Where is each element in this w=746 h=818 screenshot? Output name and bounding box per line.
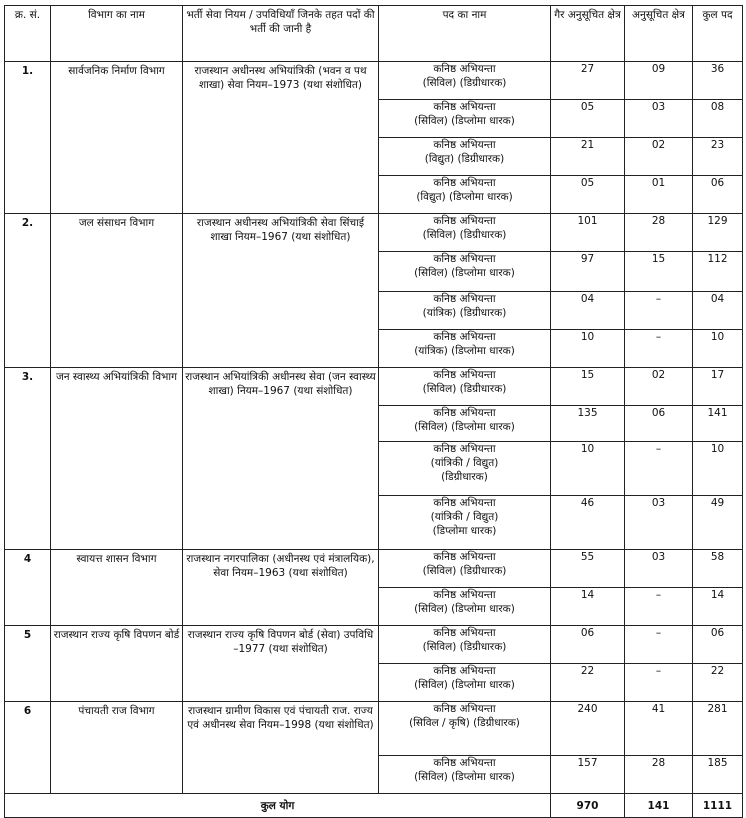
post-scheduled: 02	[625, 368, 693, 406]
post-total: 22	[693, 664, 743, 702]
post-non-scheduled: 14	[551, 588, 625, 626]
table-row	[5, 702, 743, 756]
dept-name: पंचायती राज विभाग	[51, 702, 183, 794]
post-non-scheduled: 04	[551, 292, 625, 330]
dept-serial: 6	[5, 702, 51, 794]
table-row	[5, 62, 743, 100]
post-non-scheduled: 97	[551, 252, 625, 292]
post-name: कनिष्ठ अभियन्ता (सिविल) (डिग्रीधारक)	[379, 626, 551, 664]
post-non-scheduled: 27	[551, 62, 625, 100]
post-total: 141	[693, 406, 743, 442]
post-scheduled: 15	[625, 252, 693, 292]
dept-rules: राजस्थान अभियांत्रिकी अधीनस्थ सेवा (जन स्वास्थ्य शाखा) नियम–1967 (यथा संशोधित)	[183, 368, 379, 550]
post-non-scheduled: 46	[551, 496, 625, 550]
dept-name: स्वायत्त शासन विभाग	[51, 550, 183, 626]
dept-name: जन स्वास्थ्य अभियांत्रिकी विभाग	[51, 368, 183, 550]
post-scheduled: 41	[625, 702, 693, 756]
post-scheduled: 01	[625, 176, 693, 214]
post-name: कनिष्ठ अभियन्ता (सिविल) (डिप्लोमा धारक)	[379, 100, 551, 138]
post-name: कनिष्ठ अभियन्ता (सिविल) (डिप्लोमा धारक)	[379, 756, 551, 794]
post-name: कनिष्ठ अभियन्ता (यांत्रिकी / विद्युत) (डिग्रीधारक)	[379, 442, 551, 496]
post-name: कनिष्ठ अभियन्ता (सिविल) (डिग्रीधारक)	[379, 368, 551, 406]
post-non-scheduled: 06	[551, 626, 625, 664]
dept-rules: राजस्थान अधीनस्थ अभियांत्रिकी (भवन व पथ शाखा) सेवा नियम–1973 (यथा संशोधित)	[183, 62, 379, 214]
post-non-scheduled: 15	[551, 368, 625, 406]
post-total: 129	[693, 214, 743, 252]
grand-total-non-scheduled: 970	[551, 794, 625, 818]
header-total: कुल पद	[693, 6, 743, 62]
post-scheduled: 06	[625, 406, 693, 442]
post-total: 112	[693, 252, 743, 292]
post-name: कनिष्ठ अभियन्ता (सिविल) (डिग्रीधारक)	[379, 550, 551, 588]
dept-rules: राजस्थान नगरपालिका (अधीनस्थ एवं मंत्रालयिक), सेवा नियम–1963 (यथा संशोधित)	[183, 550, 379, 626]
post-total: 10	[693, 330, 743, 368]
header-sn: क्र. सं.	[5, 6, 51, 62]
post-non-scheduled: 135	[551, 406, 625, 442]
post-non-scheduled: 05	[551, 100, 625, 138]
post-name: कनिष्ठ अभियन्ता (यांत्रिक) (डिप्लोमा धारक)	[379, 330, 551, 368]
post-total: 185	[693, 756, 743, 794]
post-scheduled: 28	[625, 756, 693, 794]
post-total: 49	[693, 496, 743, 550]
post-scheduled: 09	[625, 62, 693, 100]
dept-rules: राजस्थान राज्य कृषि विपणन बोर्ड (सेवा) उपविधि –1977 (यथा संशोधित)	[183, 626, 379, 702]
post-name: कनिष्ठ अभियन्ता (सिविल) (डिप्लोमा धारक)	[379, 588, 551, 626]
post-scheduled: 03	[625, 100, 693, 138]
post-name: कनिष्ठ अभियन्ता (सिविल / कृषि) (डिग्रीधारक)	[379, 702, 551, 756]
table-body	[5, 62, 743, 794]
post-total: 23	[693, 138, 743, 176]
grand-total-total: 1111	[693, 794, 743, 818]
dept-serial: 2.	[5, 214, 51, 368]
dept-name: जल संसाधन विभाग	[51, 214, 183, 368]
post-total: 36	[693, 62, 743, 100]
post-non-scheduled: 10	[551, 330, 625, 368]
post-total: 14	[693, 588, 743, 626]
table-row	[5, 626, 743, 664]
table-row	[5, 368, 743, 406]
dept-serial: 4	[5, 550, 51, 626]
post-scheduled: 03	[625, 496, 693, 550]
post-non-scheduled: 10	[551, 442, 625, 496]
post-non-scheduled: 101	[551, 214, 625, 252]
post-name: कनिष्ठ अभियन्ता (सिविल) (डिग्रीधारक)	[379, 214, 551, 252]
dept-serial: 5	[5, 626, 51, 702]
vacancy-table	[4, 5, 743, 818]
header-department: विभाग का नाम	[51, 6, 183, 62]
post-scheduled: –	[625, 292, 693, 330]
header-rules: भर्ती सेवा नियम / उपविधियाँ जिनके तहत पदों की भर्ती की जानी है	[183, 6, 379, 62]
post-total: 10	[693, 442, 743, 496]
post-total: 17	[693, 368, 743, 406]
header-post: पद का नाम	[379, 6, 551, 62]
post-non-scheduled: 21	[551, 138, 625, 176]
header-non-scheduled: गैर अनुसूचित क्षेत्र	[551, 6, 625, 62]
header-row	[5, 6, 743, 62]
post-scheduled: –	[625, 330, 693, 368]
grand-total-label: कुल योग	[5, 794, 551, 818]
post-total: 58	[693, 550, 743, 588]
post-name: कनिष्ठ अभियन्ता (यांत्रिक) (डिग्रीधारक)	[379, 292, 551, 330]
post-name: कनिष्ठ अभियन्ता (सिविल) (डिग्रीधारक)	[379, 62, 551, 100]
dept-serial: 3.	[5, 368, 51, 550]
dept-rules: राजस्थान अधीनस्थ अभियांत्रिकी सेवा सिंचाई शाखा नियम–1967 (यथा संशोधित)	[183, 214, 379, 368]
dept-rules: राजस्थान ग्रामीण विकास एवं पंचायती राज. राज्य एवं अधीनस्थ सेवा नियम–1998 (यथा संशोधित)	[183, 702, 379, 794]
post-name: कनिष्ठ अभियन्ता (सिविल) (डिप्लोमा धारक)	[379, 252, 551, 292]
header-scheduled: अनुसूचित क्षेत्र	[625, 6, 693, 62]
post-non-scheduled: 55	[551, 550, 625, 588]
post-total: 281	[693, 702, 743, 756]
post-name: कनिष्ठ अभियन्ता (सिविल) (डिप्लोमा धारक)	[379, 664, 551, 702]
grand-total-scheduled: 141	[625, 794, 693, 818]
post-total: 08	[693, 100, 743, 138]
post-total: 04	[693, 292, 743, 330]
dept-name: राजस्थान राज्य कृषि विपणन बोर्ड	[51, 626, 183, 702]
post-non-scheduled: 240	[551, 702, 625, 756]
post-non-scheduled: 22	[551, 664, 625, 702]
dept-name: सार्वजनिक निर्माण विभाग	[51, 62, 183, 214]
post-scheduled: –	[625, 664, 693, 702]
post-scheduled: 28	[625, 214, 693, 252]
post-total: 06	[693, 626, 743, 664]
dept-serial: 1.	[5, 62, 51, 214]
table-row	[5, 214, 743, 252]
post-name: कनिष्ठ अभियन्ता (विद्युत) (डिप्लोमा धारक)	[379, 176, 551, 214]
post-name: कनिष्ठ अभियन्ता (विद्युत) (डिग्रीधारक)	[379, 138, 551, 176]
post-non-scheduled: 05	[551, 176, 625, 214]
table-row	[5, 550, 743, 588]
post-non-scheduled: 157	[551, 756, 625, 794]
post-name: कनिष्ठ अभियन्ता (सिविल) (डिप्लोमा धारक)	[379, 406, 551, 442]
post-total: 06	[693, 176, 743, 214]
post-scheduled: –	[625, 442, 693, 496]
post-scheduled: 02	[625, 138, 693, 176]
post-scheduled: 03	[625, 550, 693, 588]
post-name: कनिष्ठ अभियन्ता (यांत्रिकी / विद्युत) (डिप्लोमा धारक)	[379, 496, 551, 550]
post-scheduled: –	[625, 626, 693, 664]
post-scheduled: –	[625, 588, 693, 626]
